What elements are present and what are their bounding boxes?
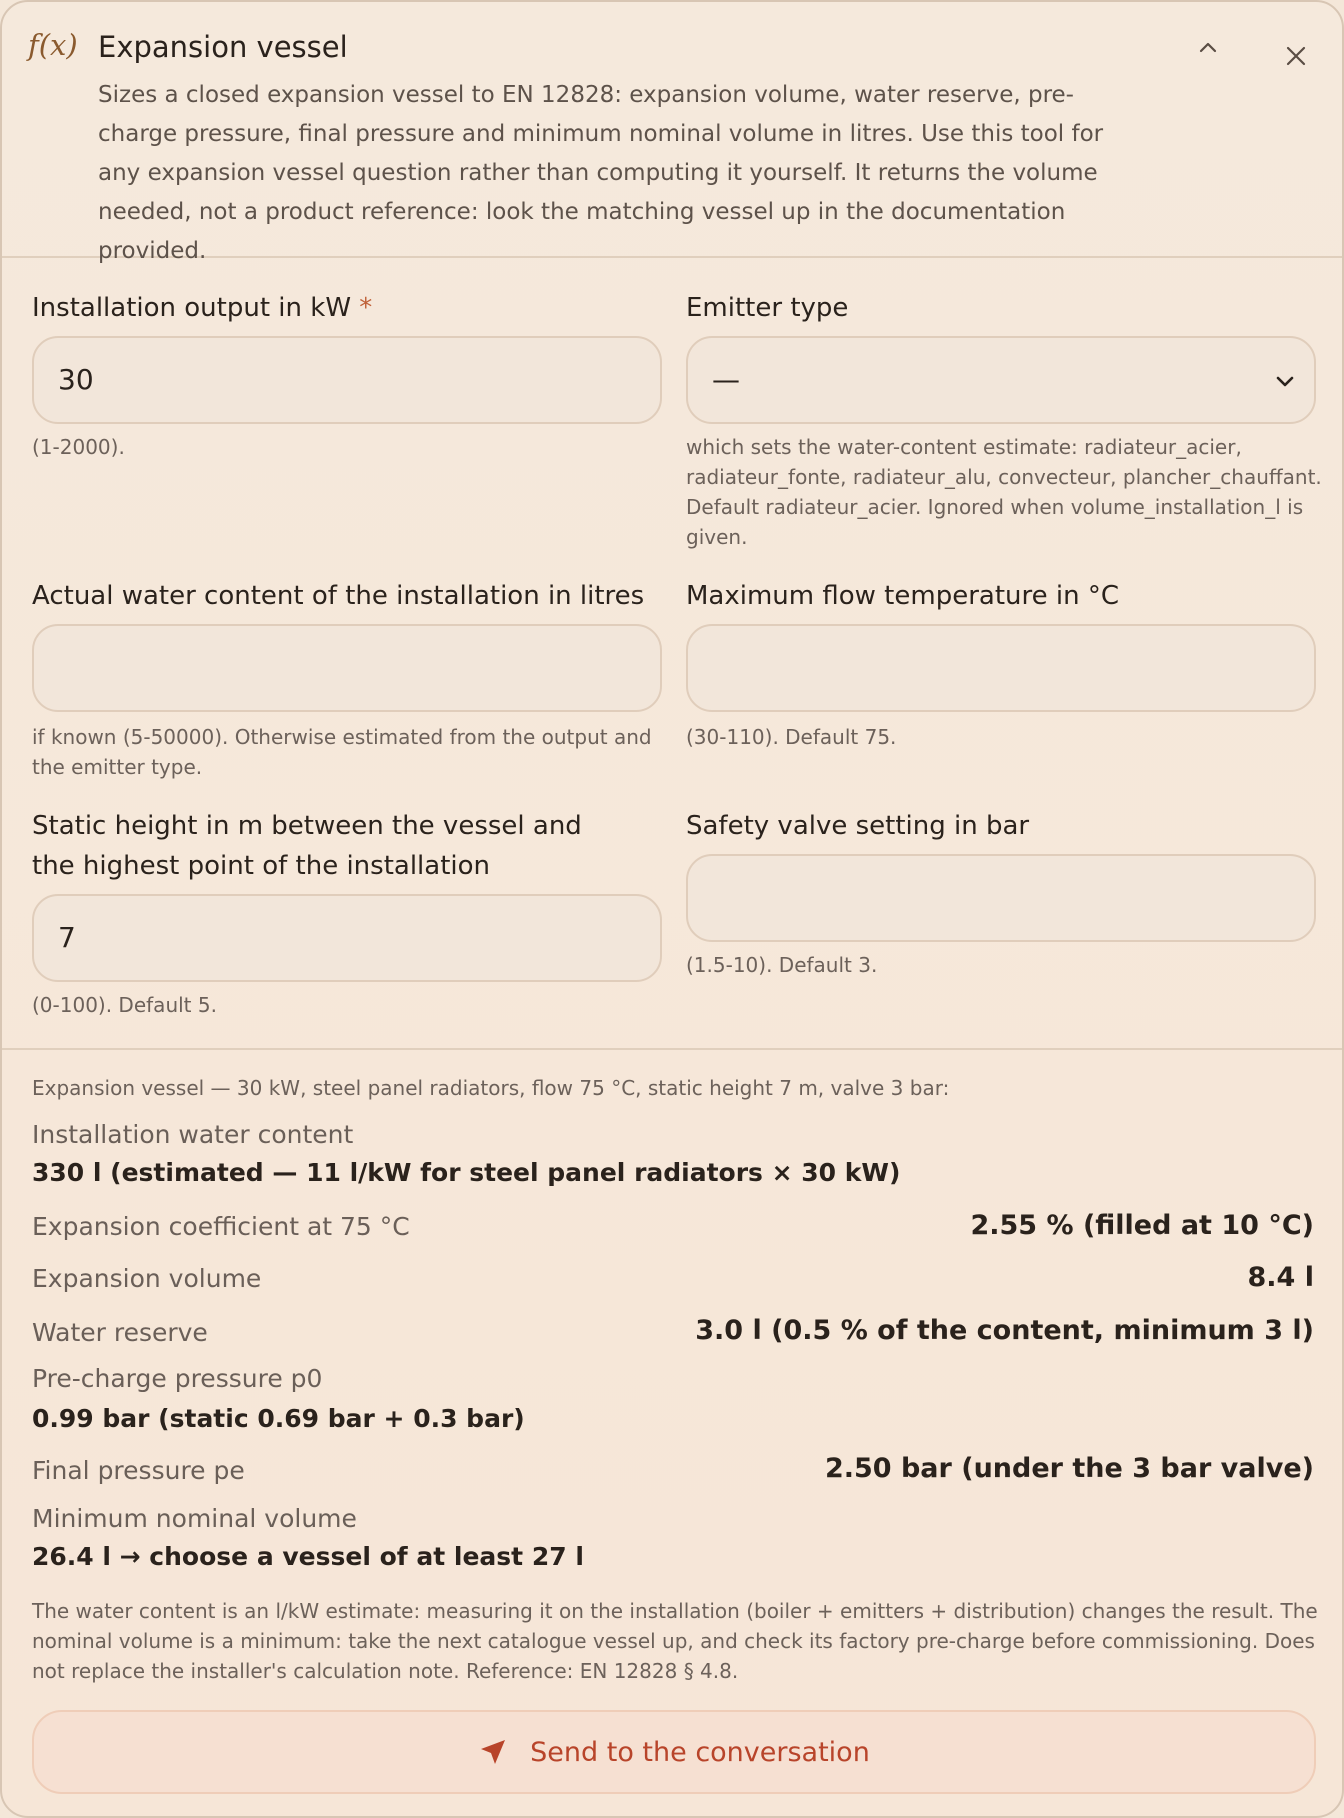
results-divider — [2, 1048, 1342, 1050]
results-note: The water content is an l/kW estimate: measuring it on the installation (boiler + emitters + distribution) changes the result. The nominal volume is a minimum: take the next catalogue vessel up, and check its factory pre-charge before commissioning. Does not replace the installer's calculation note. Reference: EN 12828 § 4.8. — [32, 1599, 1318, 1683]
safety-valve-input[interactable] — [686, 854, 1316, 942]
chevron-down-icon — [1274, 370, 1296, 392]
final-pressure-value: 2.50 bar (under the 3 bar valve) — [824, 1453, 1314, 1484]
panel-title: Expansion vessel — [98, 30, 348, 64]
precharge-label: Pre-charge pressure p0 — [32, 1364, 323, 1393]
water-content-result-label: Installation water content — [32, 1120, 354, 1149]
safety-valve-label: Safety valve setting in bar — [686, 811, 1030, 841]
flow-temp-input[interactable] — [686, 624, 1316, 712]
close-button[interactable] — [1280, 40, 1312, 72]
chevron-up-icon — [1192, 32, 1224, 64]
water-content-label: Actual water content of the installation in litres — [32, 581, 645, 611]
panel-header — [2, 2, 1342, 264]
required-mark: * — [359, 293, 373, 323]
precharge-value: 0.99 bar (static 0.69 bar + 0.3 bar) — [32, 1404, 525, 1433]
output-hint: (1-2000). — [32, 435, 125, 459]
expansion-volume-label: Expansion volume — [32, 1264, 262, 1293]
output-input[interactable]: 30 — [32, 336, 662, 424]
static-height-label: Static height in m between the vessel and the highest point of the installation — [32, 811, 582, 881]
send-to-conversation-button[interactable] — [32, 1710, 1316, 1794]
min-volume-label: Minimum nominal volume — [32, 1504, 357, 1533]
min-volume-value: 26.4 l → choose a vessel of at least 27 l — [32, 1542, 584, 1571]
water-content-hint: if known (5-50000). Otherwise estimated from the output and the emitter type. — [32, 725, 652, 779]
expansion-coef-label: Expansion coefficient at 75 °C — [32, 1212, 410, 1241]
send-button-label: Send to the conversation — [530, 1736, 870, 1768]
water-content-input[interactable] — [32, 624, 662, 712]
water-content-result-value: 330 l (estimated — 11 l/kW for steel panel radiators × 30 kW) — [32, 1158, 901, 1187]
emitter-hint: which sets the water-content estimate: radiateur_acier, radiateur_fonte, radiateur_alu, convecteur, plancher_chauffant. Default radiateur_acier. Ignored when volume_installation_l is given. — [686, 435, 1322, 549]
final-pressure-label: Final pressure pe — [32, 1456, 245, 1485]
emitter-select[interactable] — [686, 336, 1316, 424]
close-icon — [1280, 40, 1312, 72]
water-reserve-value: 3.0 l (0.5 % of the content, minimum 3 l) — [695, 1315, 1314, 1346]
output-label-text: Installation output in kW — [32, 293, 352, 323]
static-height-input[interactable]: 7 — [32, 894, 662, 982]
panel-description: Sizes a closed expansion vessel to EN 12828: expansion volume, water reserve, pre-charge pressure, final pressure and minimum nominal volume in litres. Use this tool for any expansion vessel question rather than computing it yourself. It returns the volume needed, not a product reference: look the matching vessel up in the documentation provided. — [98, 82, 1104, 264]
collapse-button[interactable] — [1192, 32, 1224, 64]
emitter-label: Emitter type — [686, 293, 849, 323]
expansion-coef-value: 2.55 % (filled at 10 °C) — [970, 1210, 1314, 1241]
expansion-volume-value: 8.4 l — [1247, 1262, 1314, 1293]
flow-temp-label: Maximum flow temperature in °C — [686, 581, 1119, 611]
output-label — [32, 288, 372, 328]
results-intro: Expansion vessel — 30 kW, steel panel radiators, flow 75 °C, static height 7 m, valve 3 bar: — [32, 1076, 950, 1100]
safety-valve-hint: (1.5-10). Default 3. — [686, 953, 878, 977]
send-icon — [478, 1737, 508, 1767]
emitter-select-value: — — [712, 363, 740, 396]
function-icon: f(x) — [28, 28, 78, 62]
water-reserve-label: Water reserve — [32, 1318, 208, 1347]
static-height-hint: (0-100). Default 5. — [32, 993, 217, 1017]
flow-temp-hint: (30-110). Default 75. — [686, 725, 897, 749]
